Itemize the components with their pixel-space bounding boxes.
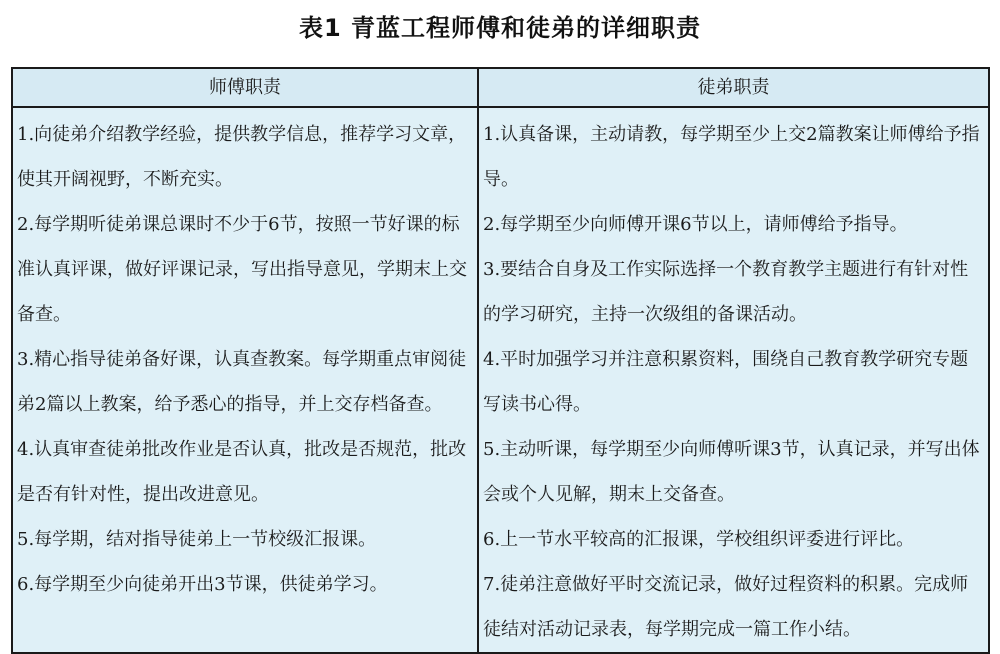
list-item: 4.认真审查徒弟批改作业是否认真，批改是否规范，批改是否有针对性，提出改进意见。 (17, 439, 467, 505)
list-item: 1.向徒弟介绍教学经验，提供教学信息，推荐学习文章，使其开阔视野，不断充实。 (17, 124, 467, 190)
header-row (12, 68, 989, 107)
list-item: 7.徒弟注意做好平时交流记录，做好过程资料的积累。完成师徒结对活动记录表，每学期完成一篇工作小结。 (483, 574, 969, 640)
list-item: 6.上一节水平较高的汇报课，学校组织评委进行评比。 (483, 529, 915, 550)
list-item: 5.主动听课，每学期至少向师傅听课3节，认真记录，并写出体会或个人见解，期末上交备查。 (483, 439, 980, 505)
duties-table (11, 67, 990, 654)
mentor-duties-header: 师傅职责 (12, 68, 478, 107)
table-row (12, 107, 989, 653)
table-title: 表1 青蓝工程师傅和徒弟的详细职责 (298, 14, 702, 42)
list-item: 4.平时加强学习并注意积累资料，围绕自己教育教学研究专题写读书心得。 (483, 349, 969, 415)
list-item: 3.精心指导徒弟备好课，认真查教案。每学期重点审阅徒弟2篇以上教案，给予悉心的指导，并上交存档备查。 (17, 349, 467, 415)
apprentice-duties-cell (478, 107, 989, 653)
apprentice-duties-header: 徒弟职责 (478, 68, 989, 107)
list-item: 6.每学期至少向徒弟开出3节课，供徒弟学习。 (17, 574, 388, 595)
list-item: 5.每学期，结对指导徒弟上一节校级汇报课。 (17, 529, 377, 550)
mentor-duties-cell (12, 107, 478, 653)
list-item: 2.每学期听徒弟课总课时不少于6节，按照一节好课的标准认真评课，做好评课记录，写出指导意见，学期末上交备查。 (17, 214, 467, 325)
list-item: 2.每学期至少向师傅开课6节以上，请师傅给予指导。 (483, 214, 908, 235)
list-item: 1.认真备课，主动请教，每学期至少上交2篇教案让师傅给予指导。 (483, 124, 980, 190)
list-item: 3.要结合自身及工作实际选择一个教育教学主题进行有针对性的学习研究，主持一次级组的备课活动。 (483, 259, 969, 325)
